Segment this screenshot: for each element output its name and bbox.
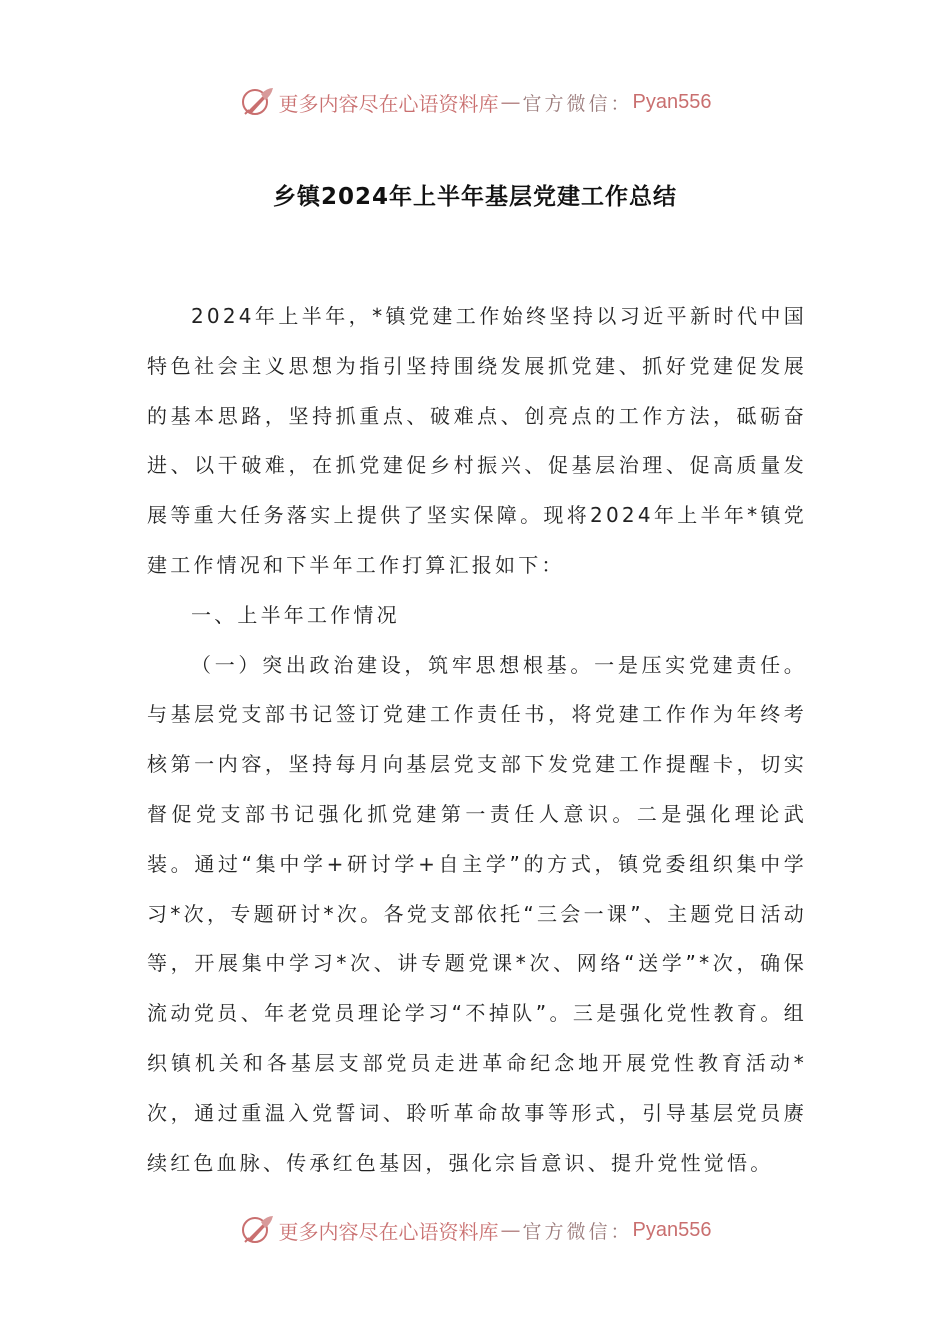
intro-paragraph: 2024年上半年，*镇党建工作始终坚持以习近平新时代中国特色社会主义思想为指引坚持围绕发展抓党建、抓好党建促发展的基本思路，坚持抓重点、破难点、创亮点的工作方法，砥砺奋进、以干破难，在抓党建促乡村振兴、促基层治理、促高质量发展等重大任务落实上提供了坚实保障。现将2024年上半年*镇党建工作情况和下半年工作打算汇报如下： — [147, 304, 807, 577]
quill-pen-logo-icon — [239, 84, 275, 120]
watermark-dash: — — [500, 1218, 521, 1242]
watermark-label: 官方微信： — [522, 1220, 633, 1243]
watermark-label: 官方微信： — [522, 92, 633, 115]
watermark-id: Pyan556 — [632, 1218, 712, 1241]
watermark-header — [0, 82, 950, 122]
section-heading: 一、上半年工作情况 — [191, 602, 400, 627]
watermark-id: Pyan556 — [632, 90, 712, 113]
document-body — [147, 292, 807, 1188]
watermark-main-text: 更多内容尽在心语资料库 — [278, 91, 499, 116]
watermark-dash: — — [500, 90, 521, 114]
document-title: 乡镇2024年上半年基层党建工作总结 — [272, 184, 677, 210]
section-paragraph: （一）突出政治建设，筑牢思想根基。一是压实党建责任。与基层党支部书记签订党建工作责任书，将党建工作作为年终考核第一内容，坚持每月向基层党支部下发党建工作提醒卡，切实督促党支部书记强化抓党建第一责任人意识。二是强化理论武装。通过“集中学+研讨学+自主学”的方式，镇党委组织集中学习*次，专题研讨*次。各党支部依托“三会一课”、主题党日活动等，开展集中学习*次、讲专题党课*次、网络“送学”*次，确保流动党员、年老党员理论学习“不掉队”。三是强化党性教育。组织镇机关和各基层支部党员走进革命纪念地开展党性教育活动*次，通过重温入党誓词、聆听革命故事等形式，引导基层党员赓续红色血脉、传承红色基因，强化宗旨意识、提升党性觉悟。 — [147, 652, 807, 1175]
watermark-footer — [0, 1210, 950, 1250]
quill-pen-logo-icon — [239, 1212, 275, 1248]
watermark-main-text: 更多内容尽在心语资料库 — [278, 1219, 499, 1244]
